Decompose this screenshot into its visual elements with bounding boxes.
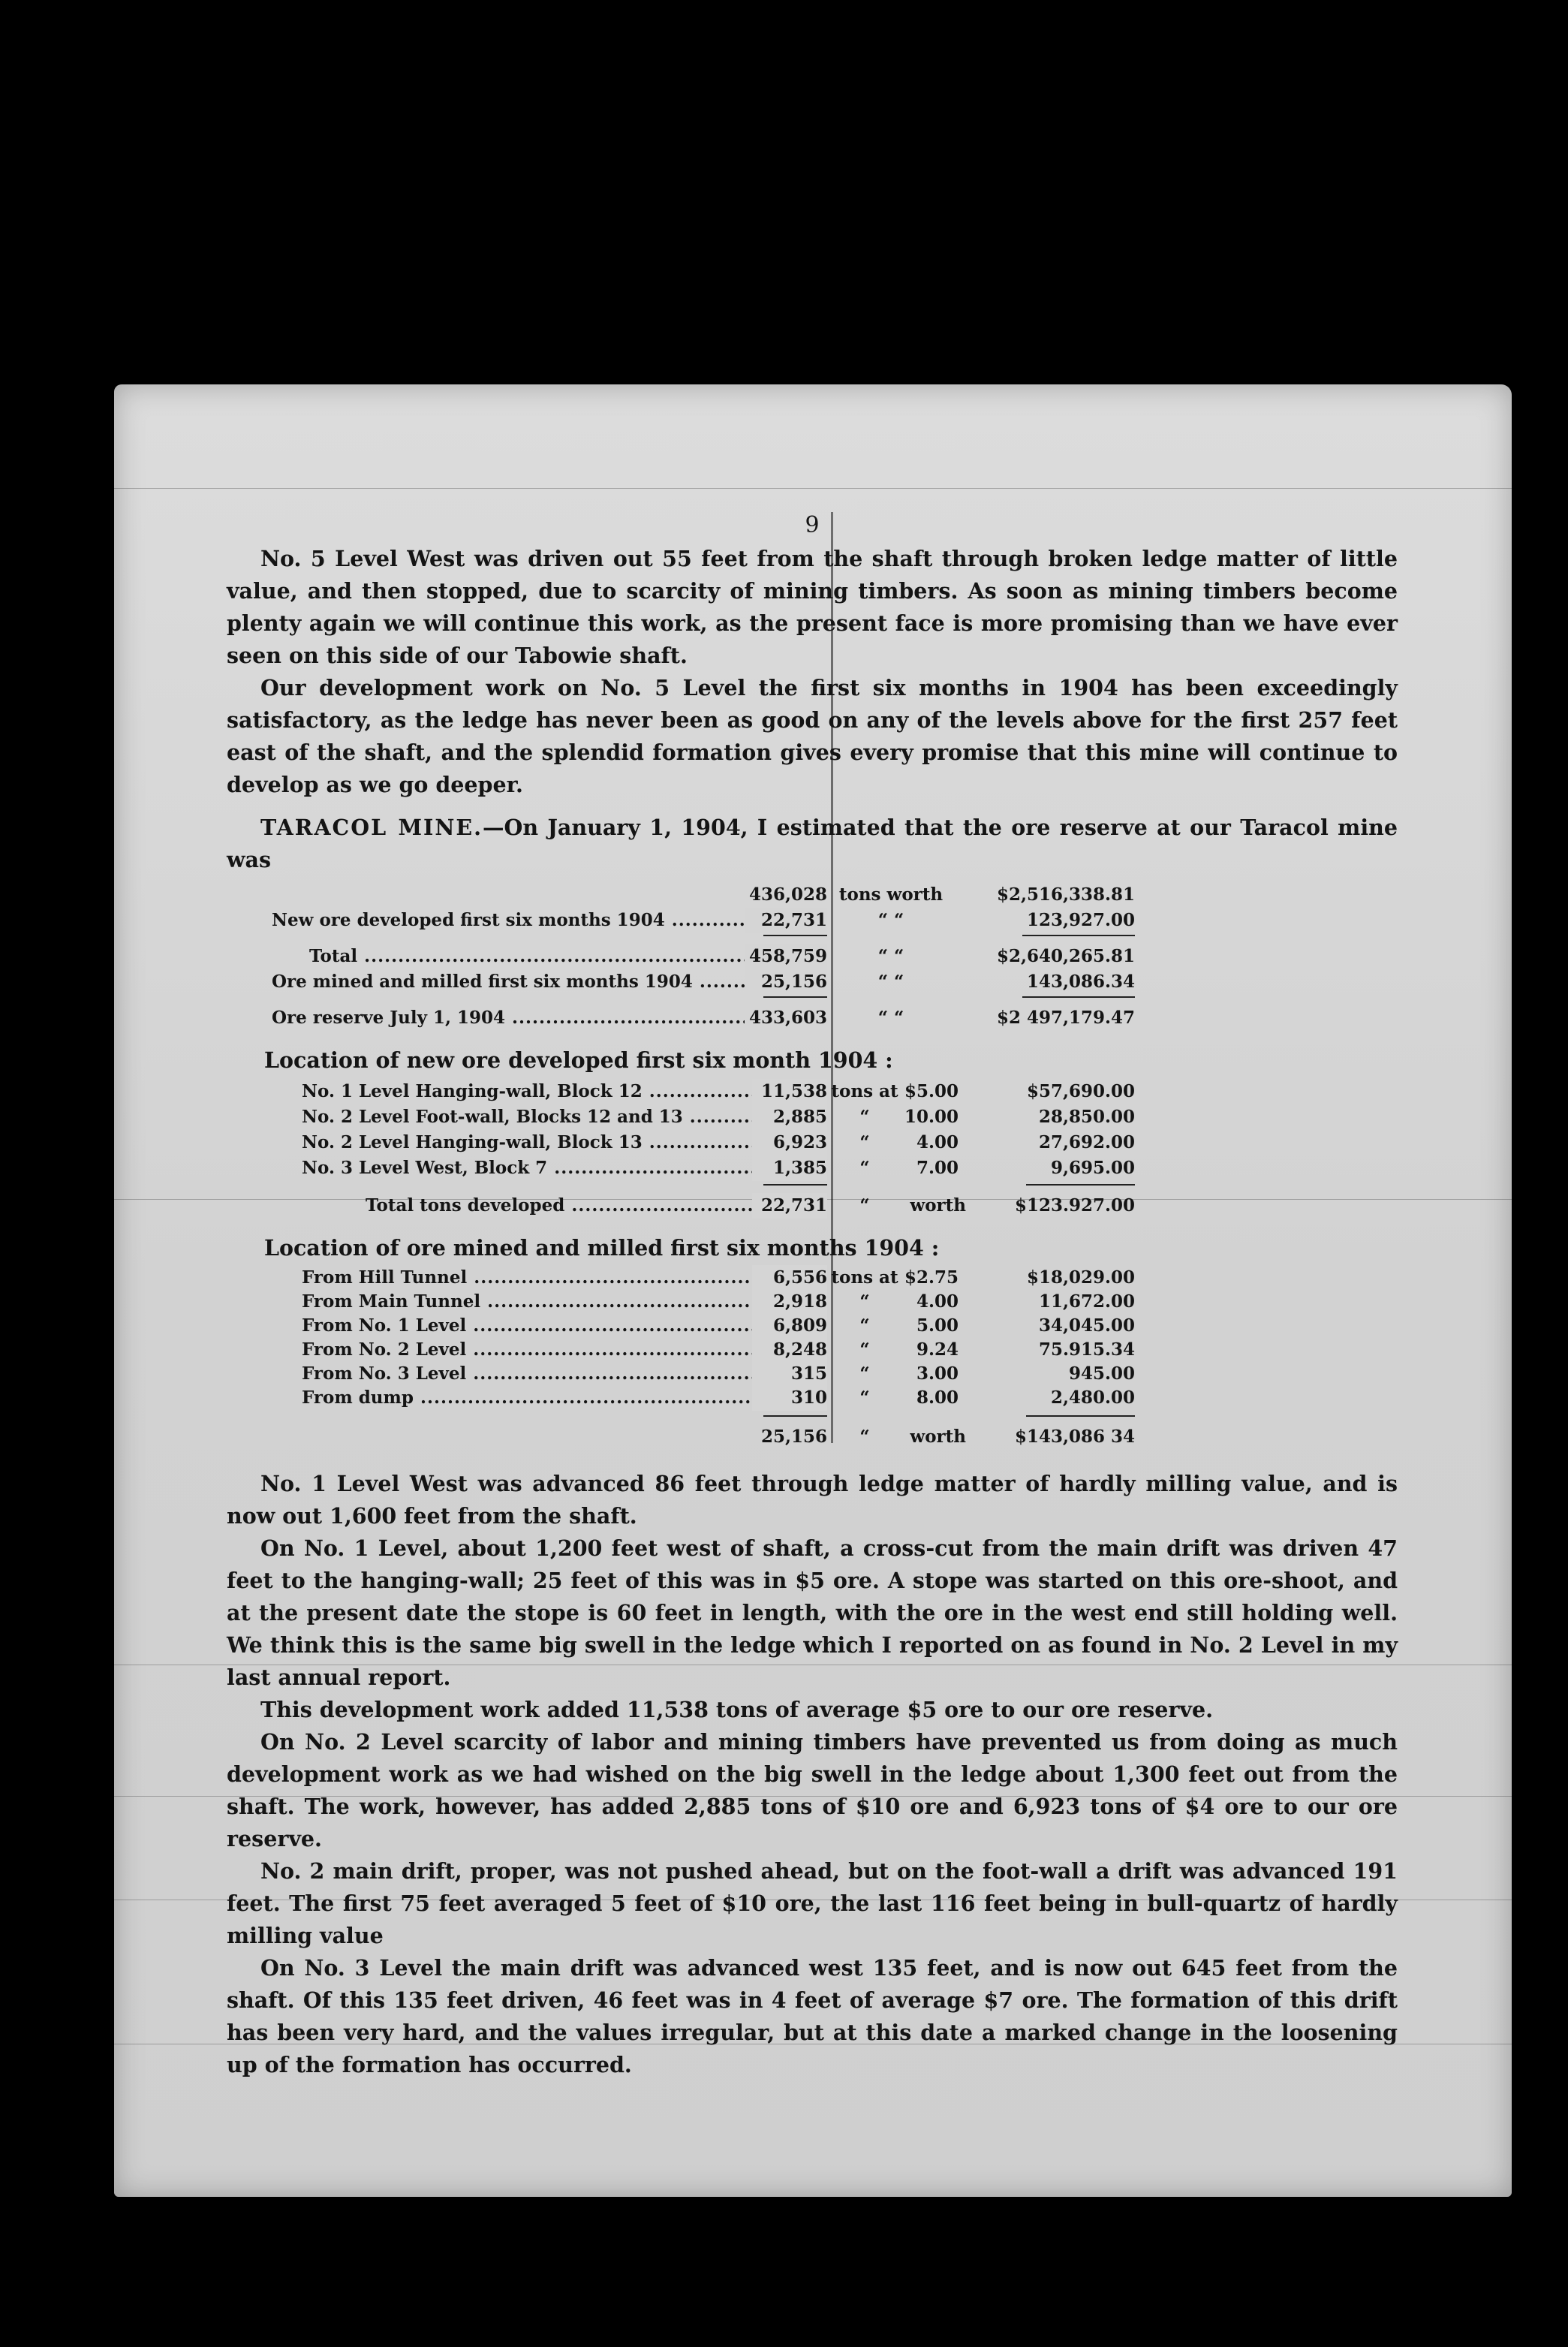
unit-text: “ (859, 1195, 870, 1216)
taracol-intro: —On January 1, 1904, I estimated that the ore reserve at our Taracol mine was (227, 815, 1398, 872)
unit-text: “ “ (877, 910, 904, 930)
paragraph: On No. 3 Level the main drift was advanced west 135 feet, and is now out 645 feet from the shaft. Of this 135 feet driven, 46 feet was in 4 feet of average $7 ore. The formation of this drift has been very hard, and the values irregular, but at this date a marked change in the loosening up of the formation has occurred. (227, 1955, 1398, 2077)
tons-value: 458,759 (745, 944, 827, 969)
table-row (227, 1193, 1398, 1219)
unit-text: “ “ (877, 1008, 904, 1028)
dollar-value: 75.915.34 (1038, 1339, 1135, 1360)
row-label: No. 3 Level West, Block 7 ..... (302, 1155, 767, 1181)
rate-value: 4.00 (916, 1291, 959, 1312)
table-row (227, 1424, 1398, 1450)
dollar-value: 143,086.34 (1026, 972, 1135, 992)
tons-value: 6,809 (752, 1313, 827, 1339)
paragraph: On No. 1 Level, about 1,200 feet west of shaft, a cross-cut from the main drift was driven 47 feet to the hanging-wall; 25 feet of this was in $5 ore. A stope was started on this ore-shoot, and at the present date the stope is 60 feet in length, with the ore in the west end still holding well. We think this is the same big swell in the ledge which I reported on as found in No. 2 Level in my last annual report. (227, 1535, 1398, 1690)
tons-value: 433,603 (745, 1005, 827, 1031)
row-label: No. 2 Level Foot-wall, Blocks 12 and 13 ..... (302, 1104, 767, 1130)
paragraph: This development work added 11,538 tons of average $5 ore to our ore reserve. (260, 1697, 1214, 1722)
table-row (227, 1130, 1398, 1155)
table-row (227, 944, 1398, 969)
unit-text: tons at (831, 1267, 898, 1288)
row-label: Total ..... (309, 944, 752, 969)
tons-value: 2,885 (752, 1104, 827, 1130)
row-label: No. 2 Level Hanging-wall, Block 13 ..... (302, 1130, 767, 1155)
page-content (227, 512, 1398, 2081)
unit-text: “ “ (877, 972, 904, 992)
tons-value: 6,556 (752, 1265, 827, 1291)
rate-value: 4.00 (916, 1132, 959, 1152)
unit-text: “ (859, 1107, 870, 1127)
table-row (227, 1361, 1398, 1387)
dollar-value: 2,480.00 (1050, 1387, 1135, 1408)
table-row (227, 1265, 1398, 1291)
row-label: From No. 1 Level ..... (302, 1313, 767, 1339)
developed-heading: Location of new ore developed first six month 1904 : (264, 1047, 893, 1073)
row-label: No. 1 Level Hanging-wall, Block 12 ..... (302, 1079, 767, 1104)
row-label: Ore mined and milled first six months 1904 ..... (272, 969, 745, 995)
dollar-value: $143,086 34 (1014, 1427, 1135, 1447)
unit-text: “ (859, 1427, 870, 1447)
taracol-paragraph (227, 812, 1398, 876)
table-row (227, 1385, 1398, 1411)
rate-value: 3.00 (916, 1363, 959, 1384)
dollar-value: $2 497,179.47 (996, 1008, 1135, 1028)
rate-value: worth (910, 1427, 966, 1447)
dollar-value: $57,690.00 (1026, 1081, 1135, 1101)
table-row (227, 1005, 1398, 1031)
table-row (227, 969, 1398, 995)
tons-value: 25,156 (760, 1427, 827, 1447)
row-label: New ore developed first six months 1904 ..... (272, 908, 760, 933)
tons-value: 11,538 (752, 1079, 827, 1104)
reserve-table (227, 882, 1398, 1040)
document-page (114, 384, 1512, 2197)
dollar-value: 28,850.00 (1038, 1107, 1135, 1127)
dollar-value: $2,516,338.81 (996, 884, 1135, 905)
tons-value: 22,731 (745, 908, 827, 933)
row-label: From dump ..... (302, 1385, 767, 1411)
dollar-value: 27,692.00 (1038, 1132, 1135, 1152)
rate-value: worth (910, 1195, 966, 1216)
paragraph: Our development work on No. 5 Level the first six months in 1904 has been exceedingly satisfactory, as the ledge has never been as good on any of the levels above for the first 257 feet east of the shaft, and the splendid formation gives every promise that this mine will continue to develop as we go deeper. (227, 675, 1398, 797)
tons-value: 8,248 (752, 1337, 827, 1363)
unit-text: “ (859, 1387, 870, 1408)
table-row (227, 1104, 1398, 1130)
paragraph: No. 2 main drift, proper, was not pushed ahead, but on the foot-wall a drift was advanced 191 feet. The first 75 feet averaged 5 feet of $10 ore, the last 116 feet being in bull-quartz of hardly milling value (227, 1858, 1398, 1948)
unit-text: “ (859, 1315, 870, 1336)
unit-text: “ (859, 1291, 870, 1312)
tons-value: 310 (752, 1385, 827, 1411)
developed-table (227, 1079, 1398, 1229)
rate-value: 5.00 (916, 1315, 959, 1336)
dollar-value: 945.00 (1068, 1363, 1135, 1384)
mined-table (227, 1265, 1398, 1468)
table-row (227, 882, 1398, 908)
dollar-value: 34,045.00 (1038, 1315, 1135, 1336)
tons-value: 1,385 (752, 1155, 827, 1181)
table-row (227, 1337, 1398, 1363)
unit-text: “ (859, 1363, 870, 1384)
rate-value: 7.00 (916, 1158, 959, 1178)
table-row (227, 1313, 1398, 1339)
dollar-value: 123,927.00 (1026, 910, 1135, 930)
taracol-heading: TARACOL MINE. (260, 815, 483, 840)
tons-value: 25,156 (745, 969, 827, 995)
rate-value: 9.24 (916, 1339, 959, 1360)
dollar-value: $2,640,265.81 (996, 946, 1135, 966)
rate-value: 8.00 (916, 1387, 959, 1408)
page-number: 9 (805, 512, 820, 538)
unit-text: tons worth (838, 884, 944, 905)
rate-value: $5.00 (904, 1081, 959, 1101)
unit-text: “ “ (877, 946, 904, 966)
rate-value: 10.00 (904, 1107, 959, 1127)
dollar-value: 9,695.00 (1050, 1158, 1135, 1178)
table-row (227, 1289, 1398, 1315)
row-label: From Main Tunnel ..... (302, 1289, 767, 1315)
unit-text: “ (859, 1158, 870, 1178)
table-row (227, 1155, 1398, 1181)
row-label: From No. 2 Level ..... (302, 1337, 767, 1363)
dollar-value: $123.927.00 (1014, 1195, 1135, 1216)
row-label: From No. 3 Level ..... (302, 1361, 767, 1387)
tons-value: 436,028 (748, 884, 827, 905)
row-label: Total tons developed ..... (366, 1193, 763, 1219)
tons-value: 315 (752, 1361, 827, 1387)
tons-value: 6,923 (752, 1130, 827, 1155)
table-row (227, 908, 1398, 933)
paragraph: On No. 2 Level scarcity of labor and mining timbers have prevented us from doing as much development work as we had wished on the big swell in the ledge about 1,300 feet out from the shaft. The work, however, has added 2,885 tons of $10 ore and 6,923 tons of $4 ore to our ore reserve. (227, 1729, 1398, 1851)
paragraph: No. 5 Level West was driven out 55 feet from the shaft through broken ledge matter of little value, and then stopped, due to scarcity of mining timbers. As soon as mining timbers become plenty again we will continue this work, as the present face is more promising than we have ever seen on this side of our Tabowie shaft. (227, 546, 1398, 668)
unit-text: “ (859, 1339, 870, 1360)
tons-value: 2,918 (752, 1289, 827, 1315)
dollar-value: 11,672.00 (1038, 1291, 1135, 1312)
rate-value: $2.75 (904, 1267, 959, 1288)
row-label: Ore reserve July 1, 1904 ..... (272, 1005, 752, 1031)
dollar-value: $18,029.00 (1026, 1267, 1135, 1288)
paragraph: No. 1 Level West was advanced 86 feet through ledge matter of hardly milling value, and is now out 1,600 feet from the shaft. (227, 1471, 1398, 1529)
mined-heading: Location of ore mined and milled first six months 1904 : (264, 1235, 940, 1261)
tons-value: 22,731 (752, 1193, 827, 1219)
unit-text: tons at (831, 1081, 898, 1101)
table-row (227, 1079, 1398, 1104)
row-label: From Hill Tunnel ..... (302, 1265, 767, 1291)
unit-text: “ (859, 1132, 870, 1152)
